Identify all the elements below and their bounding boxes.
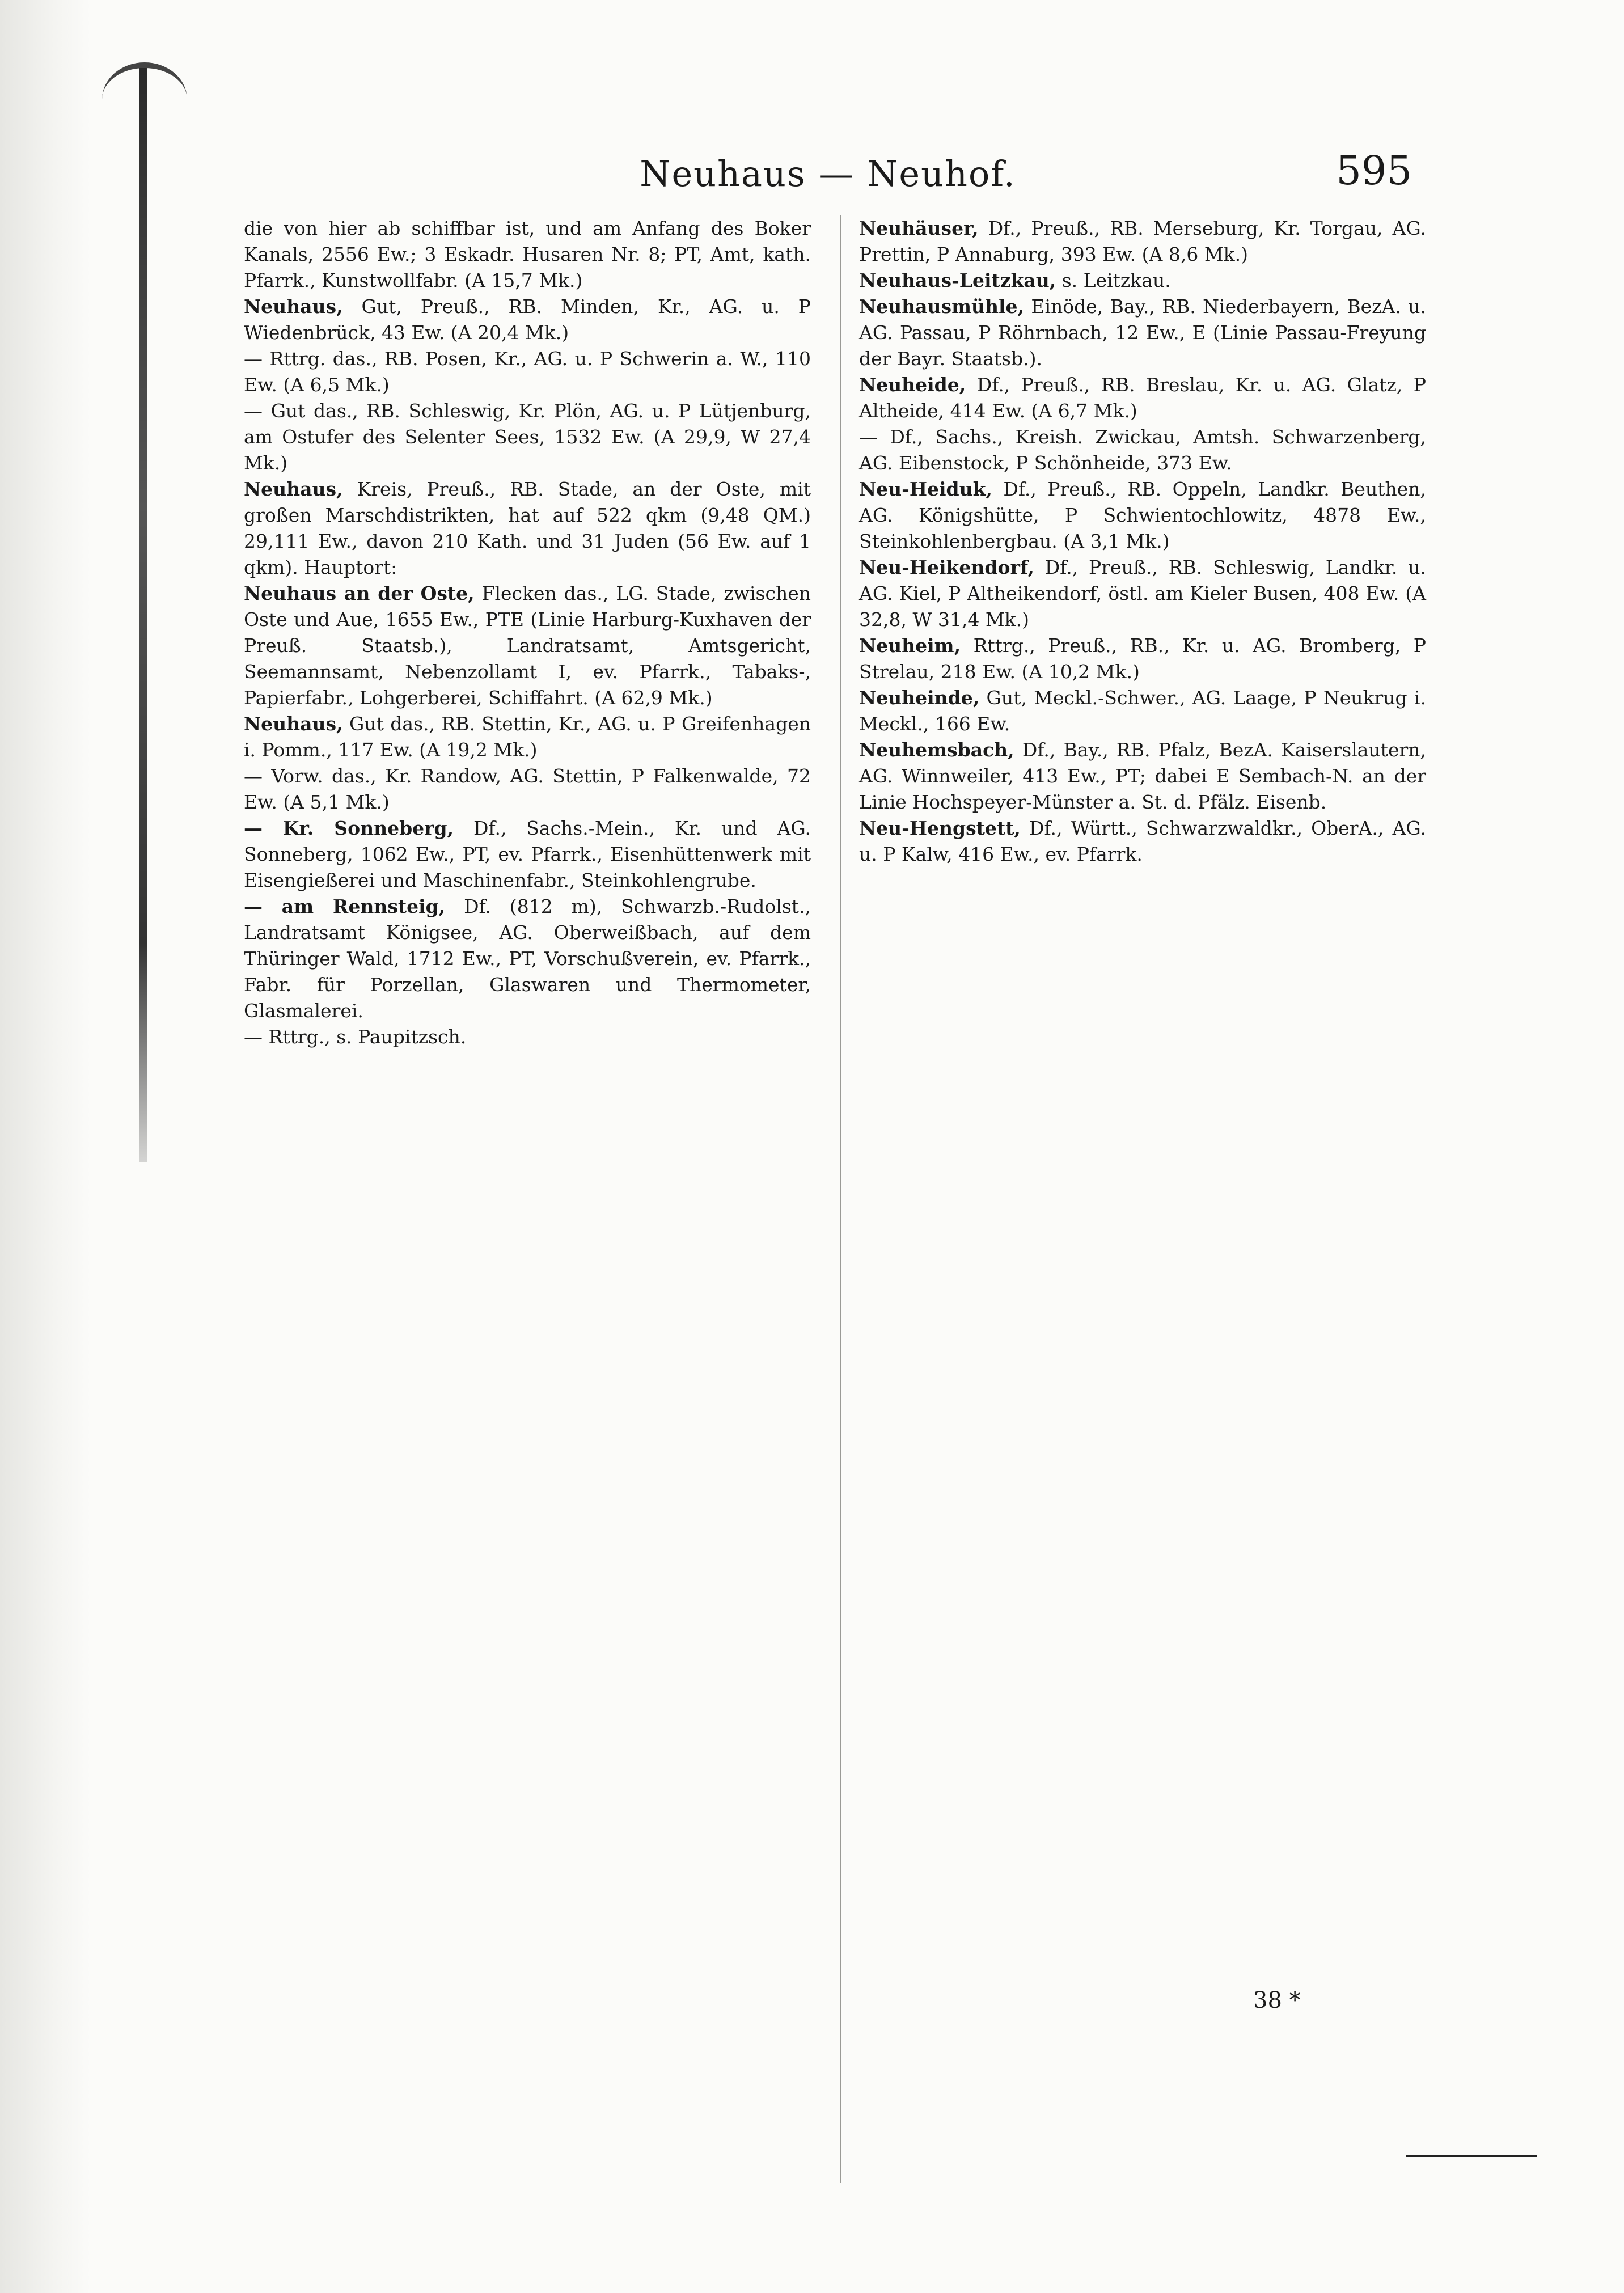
- entry-text: — Vorw. das., Kr. Randow, AG. Stettin, P Falkenwalde, 72 Ew. (A 5,1 Mk.): [244, 765, 811, 813]
- entry-text: Einöde, Bay., RB. Niederbayern, BezA. u. AG. Passau, P Röhrnbach, 12 Ew., E (Linie Passau-Freyung der Bayr. Staatsb.).: [859, 295, 1426, 370]
- dictionary-entry: [244, 763, 811, 815]
- entry-text: — Rttrg. das., RB. Posen, Kr., AG. u. P Schwerin a. W., 110 Ew. (A 6,5 Mk.): [244, 348, 811, 396]
- left-column: [244, 215, 811, 1050]
- right-column: [859, 215, 1426, 868]
- entry-headword: Neu-Hengstett,: [859, 817, 1021, 839]
- bottom-rule: [1406, 2155, 1537, 2157]
- entry-headword: Neuheinde,: [859, 687, 980, 709]
- entry-text: Df., Bay., RB. Pfalz, BezA. Kaiserslautern, AG. Winnweiler, 413 Ew., PT; dabei E Sembach-N. an der Linie Hochspeyer-Münster a. St. d. Pfälz. Eisenb.: [859, 739, 1426, 813]
- entry-headword: Neuhaus,: [244, 478, 343, 500]
- entry-headword: Neuhausmühle,: [859, 295, 1025, 318]
- entry-text: Flecken das., LG. Stade, zwischen Oste und Aue, 1655 Ew., PTE (Linie Harburg-Kuxhaven der Preuß. Staatsb.), Landratsamt, Amtsgericht, Seemannsamt, Nebenzollamt I, ev. Pfarrk., Tabaks-, Papierfabr., Lohgerberei, Schiffahrt. (A 62,9 Mk.): [244, 582, 811, 709]
- dictionary-entry: [244, 581, 811, 711]
- entry-text: Df., Preuß., RB. Breslau, Kr. u. AG. Glatz, P Altheide, 414 Ew. (A 6,7 Mk.): [859, 374, 1426, 422]
- entry-headword: Neuhaus,: [244, 295, 343, 318]
- entry-text: — Gut das., RB. Schleswig, Kr. Plön, AG. u. P Lütjenburg, am Ostufer des Selenter Sees, 1532 Ew. (A 29,9, W 27,4 Mk.): [244, 400, 811, 474]
- entry-text: s. Leitzkau.: [1061, 269, 1171, 291]
- signature-mark: 38 *: [1253, 1987, 1301, 2013]
- dictionary-entry: [244, 815, 811, 894]
- entry-headword: — am Rennsteig,: [244, 895, 446, 917]
- entry-headword: Neu-Heikendorf,: [859, 556, 1034, 578]
- entry-headword: Neuhaus,: [244, 713, 343, 735]
- dictionary-entry: [244, 294, 811, 346]
- entry-headword: Neuhaus an der Oste,: [244, 582, 475, 604]
- dictionary-entry: [244, 346, 811, 398]
- entry-text: — Df., Sachs., Kreish. Zwickau, Amtsh. Schwarzenberg, AG. Eibenstock, P Schönheide, 373 Ew.: [859, 426, 1426, 474]
- entry-headword: Neuhaus-Leitzkau,: [859, 269, 1056, 291]
- entry-text: — Rttrg., s. Paupitzsch.: [244, 1026, 467, 1048]
- dictionary-entry: [859, 685, 1426, 737]
- page-header: [244, 147, 1412, 204]
- entry-headword: Neuhemsbach,: [859, 739, 1014, 761]
- entry-text: Gut das., RB. Stettin, Kr., AG. u. P Greifenhagen i. Pomm., 117 Ew. (A 19,2 Mk.): [244, 713, 811, 761]
- dictionary-entry: [244, 894, 811, 1024]
- entry-headword: — Kr. Sonneberg,: [244, 817, 454, 839]
- dictionary-entry: [859, 372, 1426, 424]
- dictionary-entry: [244, 1024, 811, 1050]
- dictionary-entry: [859, 737, 1426, 815]
- entry-headword: Neu-Heiduk,: [859, 478, 992, 500]
- dictionary-entry: [859, 476, 1426, 555]
- entry-headword: Neuhäuser,: [859, 217, 979, 239]
- entry-text: Gut, Meckl.-Schwer., AG. Laage, P Neukrug i. Meckl., 166 Ew.: [859, 687, 1426, 735]
- entry-headword: Neuheide,: [859, 374, 966, 396]
- dictionary-entry: [244, 215, 811, 294]
- entry-text: Df., Sachs.-Mein., Kr. und AG. Sonneberg, 1062 Ew., PT, ev. Pfarrk., Eisenhüttenwerk mit Eisengießerei und Maschinenfabr., Steinkohlengrube.: [244, 817, 811, 891]
- entry-text: Gut, Preuß., RB. Minden, Kr., AG. u. P Wiedenbrück, 43 Ew. (A 20,4 Mk.): [244, 295, 811, 344]
- dictionary-entry: [244, 711, 811, 763]
- entry-text: Df., Preuß., RB. Merseburg, Kr. Torgau, AG. Prettin, P Annaburg, 393 Ew. (A 8,6 Mk.): [859, 217, 1426, 265]
- entry-text: Df. (812 m), Schwarzb.-Rudolst., Landratsamt Königsee, AG. Oberweißbach, auf dem Thüringer Wald, 1712 Ew., PT, Vorschußverein, ev. Pfarrk., Fabr. für Porzellan, Glaswaren und Thermometer, Glasmalerei.: [244, 895, 811, 1022]
- dictionary-entry: [859, 555, 1426, 633]
- page-binding-shadow: [0, 0, 91, 2293]
- dictionary-entry: [859, 294, 1426, 372]
- entry-headword: Neuheim,: [859, 634, 961, 657]
- margin-pen-stroke: [139, 68, 147, 1162]
- dictionary-entry: [244, 476, 811, 581]
- dictionary-entry: [859, 815, 1426, 868]
- entry-text: Rttrg., Preuß., RB., Kr. u. AG. Bromberg, P Strelau, 218 Ew. (A 10,2 Mk.): [859, 634, 1426, 683]
- entry-text: Df., Württ., Schwarzwaldkr., OberA., AG. u. P Kalw, 416 Ew., ev. Pfarrk.: [859, 817, 1426, 865]
- dictionary-entry: [244, 398, 811, 476]
- dictionary-entry: [859, 633, 1426, 685]
- running-head: Neuhaus — Neuhof.: [640, 153, 1016, 194]
- dictionary-entry: [859, 215, 1426, 268]
- entry-text: Kreis, Preuß., RB. Stade, an der Oste, mit großen Marschdistrikten, hat auf 522 qkm (9,48 QM.) 29,111 Ew., davon 210 Kath. und 31 Juden (56 Ew. auf 1 qkm). Hauptort:: [244, 478, 811, 578]
- column-divider: [840, 215, 841, 2183]
- page-number: 595: [1336, 147, 1412, 194]
- dictionary-entry: [859, 424, 1426, 476]
- entry-text: die von hier ab schiffbar ist, und am Anfang des Boker Kanals, 2556 Ew.; 3 Eskadr. Husaren Nr. 8; PT, Amt, kath. Pfarrk., Kunstwollfabr. (A 15,7 Mk.): [244, 217, 811, 291]
- dictionary-entry: [859, 268, 1426, 294]
- entry-text: Df., Preuß., RB. Oppeln, Landkr. Beuthen, AG. Königshütte, P Schwientochlowitz, 4878 Ew., Steinkohlenbergbau. (A 3,1 Mk.): [859, 478, 1426, 552]
- entry-text: Df., Preuß., RB. Schleswig, Landkr. u. AG. Kiel, P Altheikendorf, östl. am Kieler Busen, 408 Ew. (A 32,8, W 31,4 Mk.): [859, 556, 1426, 631]
